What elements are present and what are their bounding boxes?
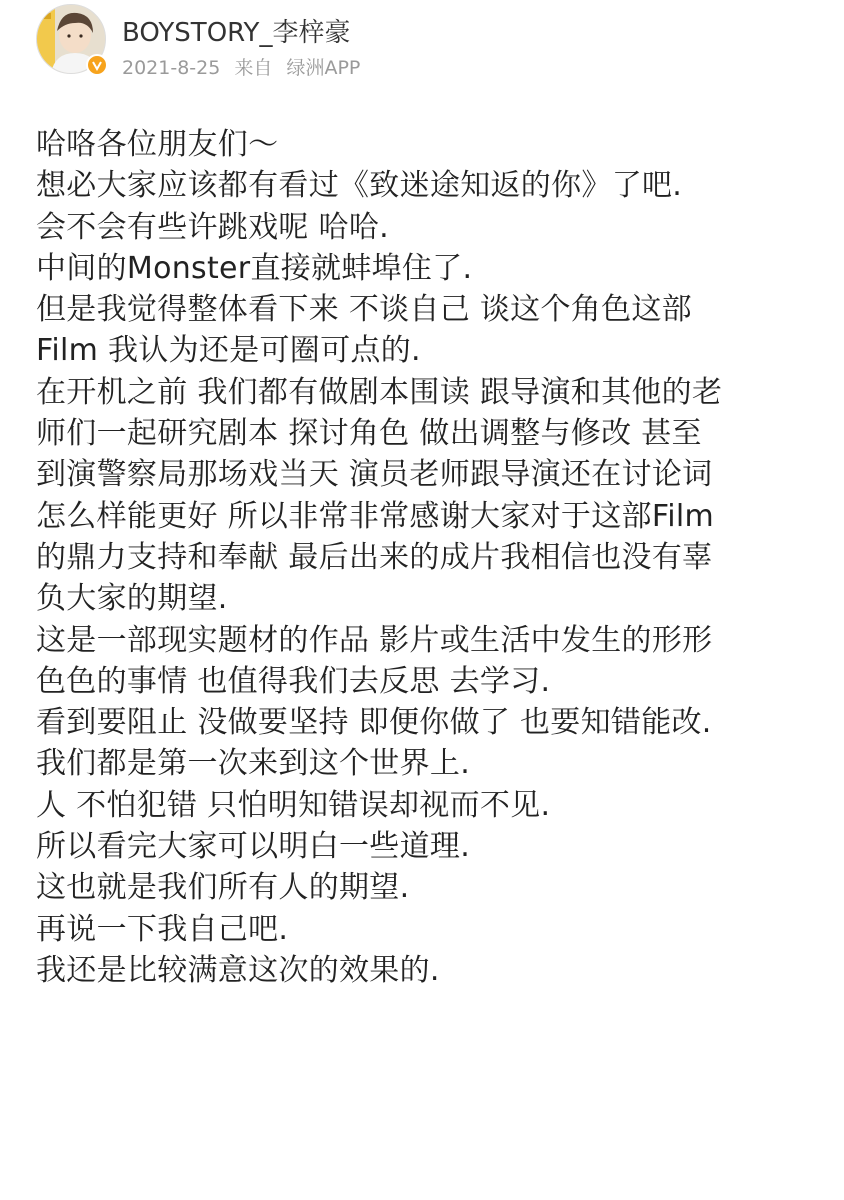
post-line: 人 不怕犯错 只怕明知错误却视而不见. [36, 787, 551, 823]
post-line: 哈咯各位朋友们～ [36, 127, 279, 162]
post-line: 到演警察局那场戏当天 演员老师跟导演还在讨论词 [36, 457, 713, 493]
post-line: 但是我觉得整体看下来 不谈自己 谈这个角色这部 [36, 292, 692, 328]
post-line: 我还是比较满意这次的效果的. [36, 952, 440, 988]
post-line: 这是一部现实题材的作品 影片或生活中发生的形形 [36, 622, 713, 658]
post-line: 我们都是第一次来到这个世界上. [36, 746, 471, 782]
post-source-prefix: 来自 [234, 57, 273, 79]
post-line: 色色的事情 也值得我们去反思 去学习. [36, 663, 551, 699]
post-line: 再说一下我自己吧. [36, 911, 289, 947]
post-body [36, 124, 826, 991]
post-line: 这也就是我们所有人的期望. [36, 870, 410, 906]
post-line: 会不会有些许跳戏呢 哈哈. [36, 209, 389, 245]
post-date: 2021-8-25 [122, 57, 221, 79]
post-line: Film 我认为还是可圈可点的. [36, 333, 421, 369]
username[interactable]: BOYSTORY_李梓豪 [122, 18, 351, 48]
post-line: 负大家的期望. [36, 581, 228, 617]
post-line: 在开机之前 我们都有做剧本围读 跟导演和其他的老 [36, 374, 723, 410]
verified-badge-icon [86, 54, 108, 76]
post-line: 中间的Monster直接就蚌埠住了. [36, 250, 473, 286]
post-line: 想必大家应该都有看过《致迷途知返的你》了吧. [36, 168, 683, 204]
post-line: 看到要阻止 没做要坚持 即便你做了 也要知错能改. [36, 705, 712, 741]
post-line: 所以看完大家可以明白一些道理. [36, 829, 471, 865]
post-line: 怎么样能更好 所以非常非常感谢大家对于这部Film [36, 498, 715, 534]
post-line: 师们一起研究剧本 探讨角色 做出调整与修改 甚至 [36, 416, 702, 452]
post-header [36, 4, 816, 84]
post-source-app[interactable]: 绿洲APP [286, 57, 361, 79]
post-line: 的鼎力支持和奉献 最后出来的成片我相信也没有辜 [36, 539, 713, 575]
post-meta [122, 56, 360, 80]
